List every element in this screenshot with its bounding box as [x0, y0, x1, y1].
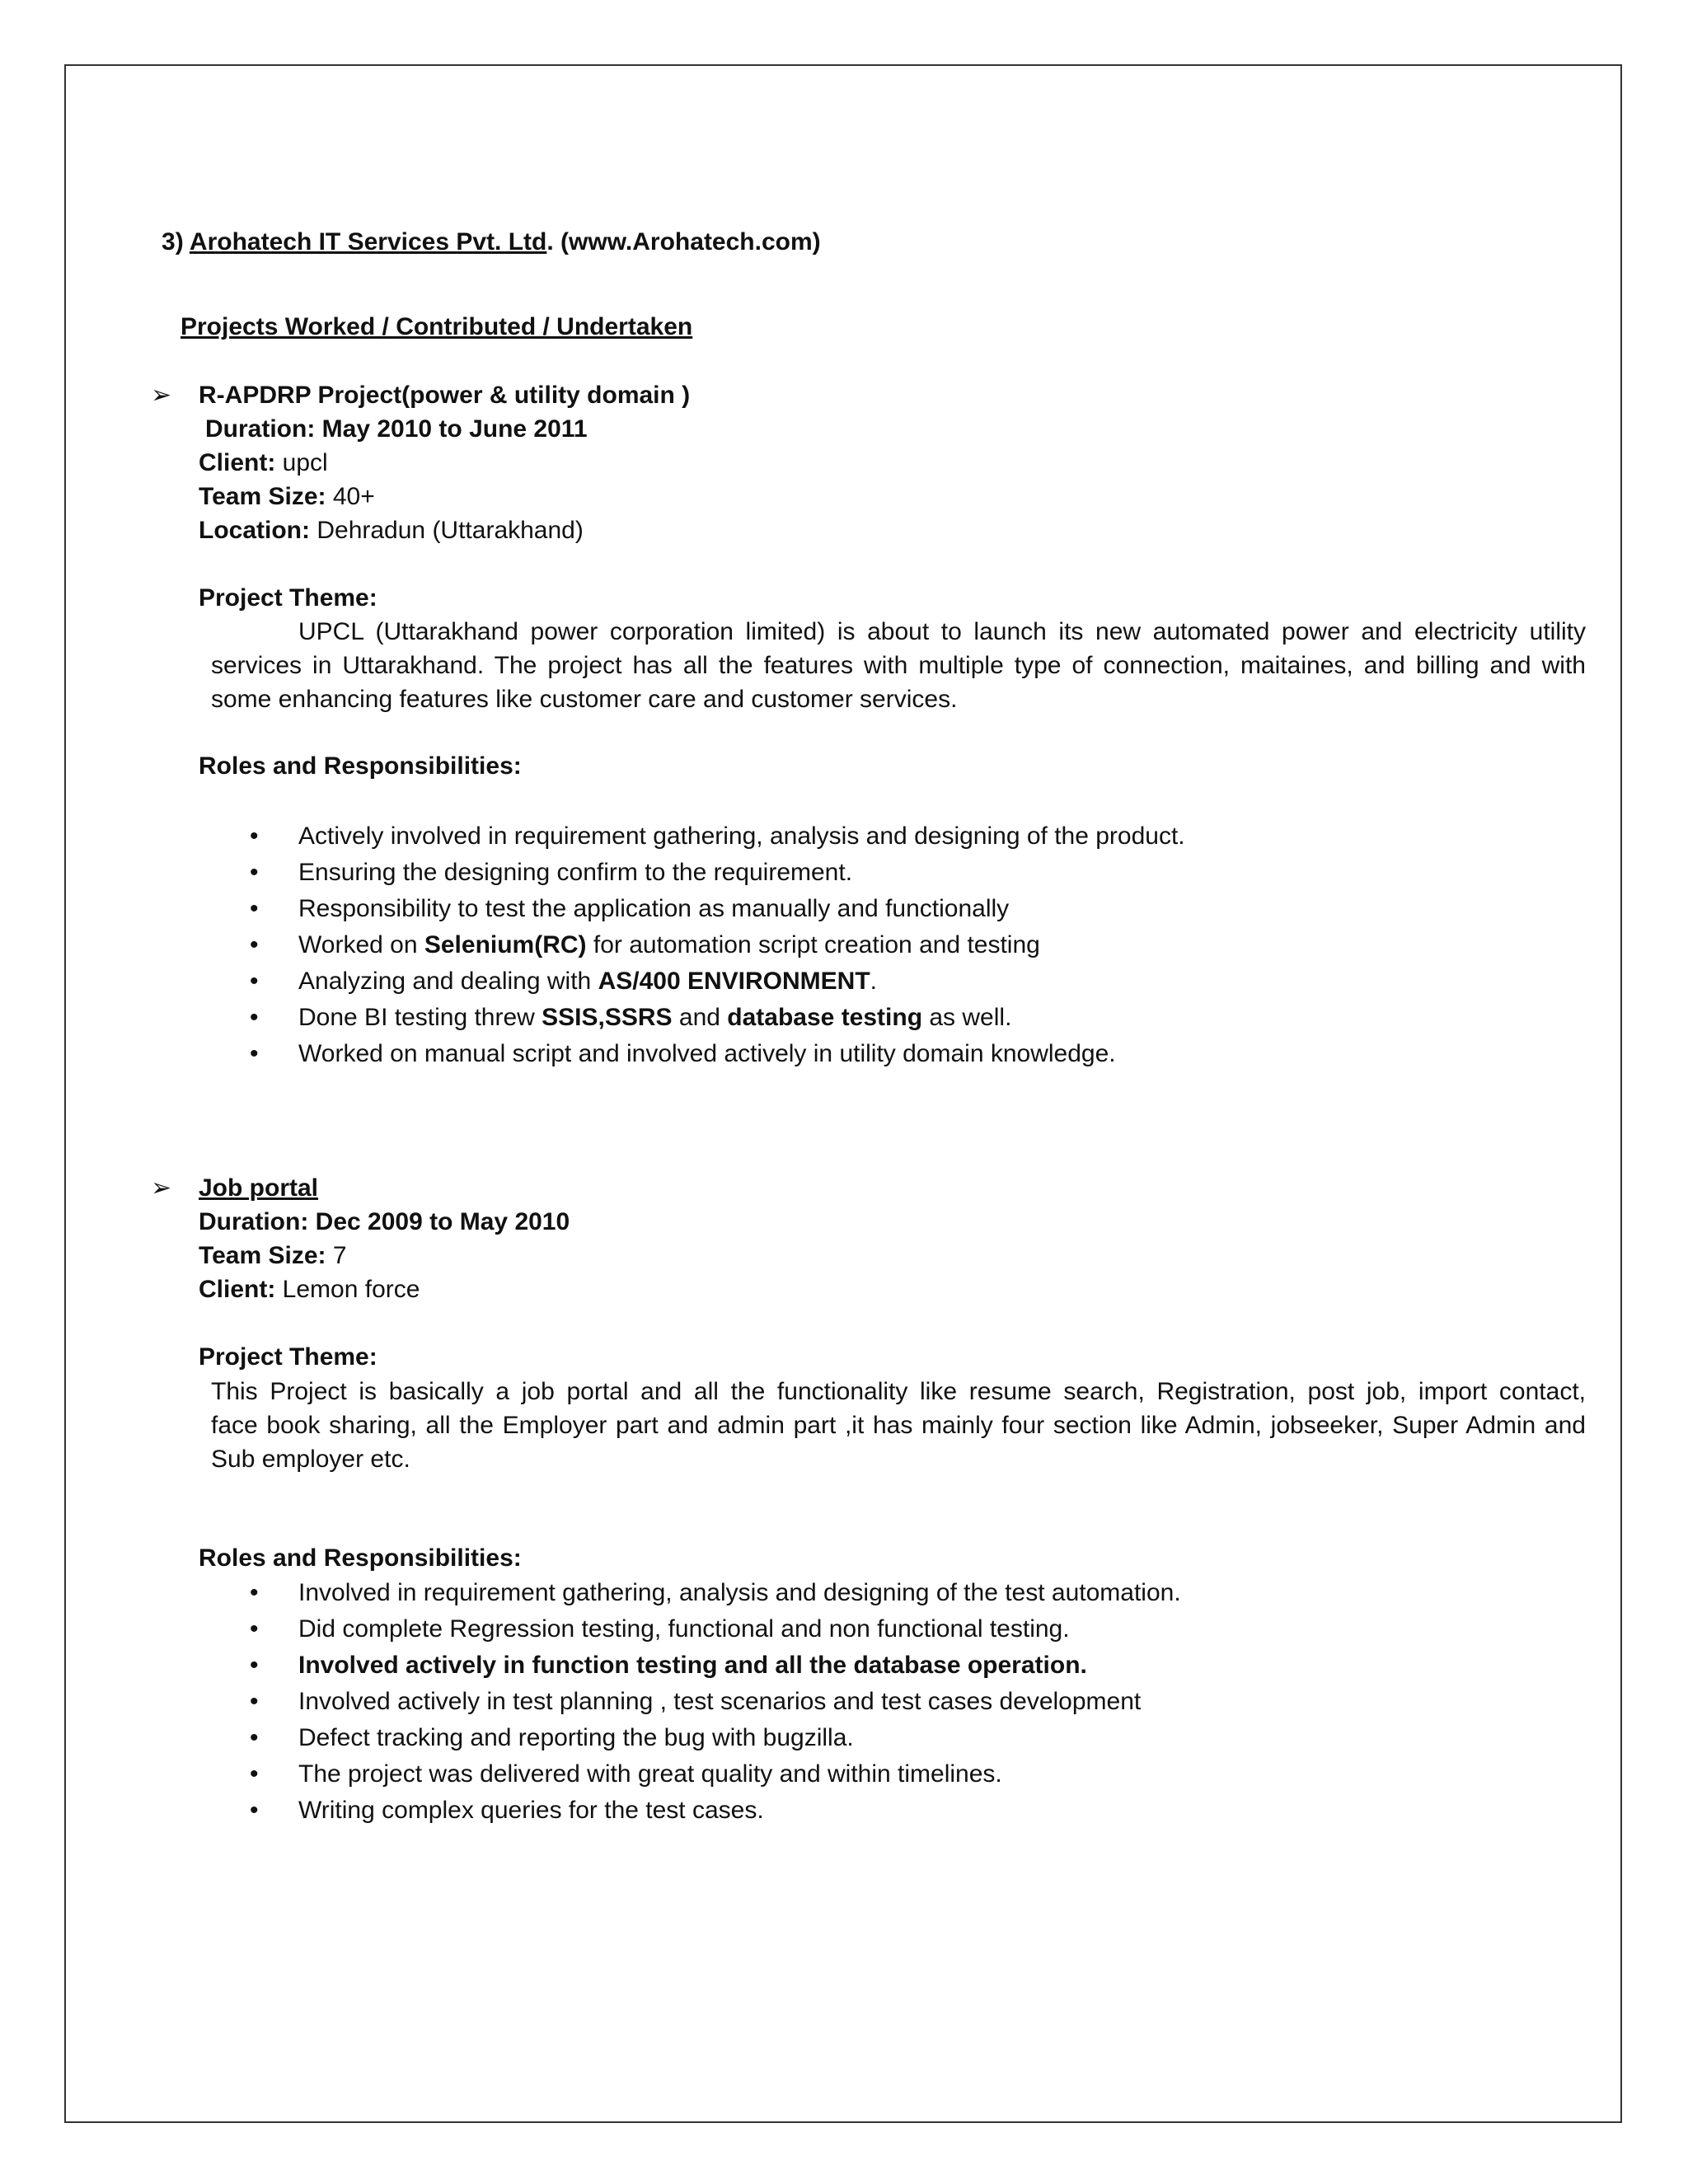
project1-duration: Duration: May 2010 to June 2011: [205, 415, 588, 443]
bullet-icon: •: [250, 1579, 259, 1606]
project2-client: [199, 1273, 420, 1306]
list-item: The project was delivered with great quality and within timelines.: [298, 1760, 1002, 1788]
project1-location: [199, 514, 584, 547]
bullet-icon: •: [250, 823, 259, 850]
project1-client: [199, 447, 328, 480]
project1-team: [199, 480, 375, 513]
bullet-icon: •: [250, 895, 259, 922]
list-item: Analyzing and dealing with AS/400 ENVIRONMENT.: [298, 968, 877, 995]
theme-line: This Project is basically a job portal and all the functionality like resume search, Registration, post job, import contact,: [211, 1378, 1586, 1405]
list-item: Involved in requirement gathering, analysis and designing of the test automation.: [298, 1579, 1181, 1606]
list-item: Worked on Selenium(RC) for automation script creation and testing: [298, 931, 1040, 958]
theme-line: services in Uttarakhand. The project has all the features with multiple type of connection, maitaines, and billing and with: [211, 652, 1586, 679]
bullet-icon: •: [250, 1797, 259, 1824]
arrow-bullet-icon: ➢: [151, 382, 172, 409]
list-item: Done BI testing threw SSIS,SSRS and database testing as well.: [298, 1004, 1012, 1031]
project2-duration: Duration: Dec 2009 to May 2010: [199, 1208, 570, 1235]
project2-theme-text: [211, 1375, 1586, 1476]
list-item: Involved actively in test planning , test scenarios and test cases development: [298, 1688, 1142, 1715]
list-item: Writing complex queries for the test cases.: [298, 1797, 764, 1824]
client-label: Client:: [199, 449, 276, 476]
project1-theme-text: [211, 615, 1586, 716]
bullet-icon: •: [250, 1760, 259, 1788]
company-heading: 3) Arohatech IT Services Pvt. Ltd. (www.Arohatech.com): [162, 228, 821, 255]
list-item: Defect tracking and reporting the bug with bugzilla.: [298, 1724, 854, 1751]
company-number: 3: [162, 228, 176, 255]
arrow-bullet-icon: ➢: [151, 1174, 172, 1202]
project2-team: [199, 1240, 347, 1272]
team-value: 40+: [332, 483, 375, 510]
list-item: Worked on manual script and involved actively in utility domain knowledge.: [298, 1040, 1116, 1067]
team-label: Team Size:: [199, 1242, 326, 1269]
theme-line: UPCL (Uttarakhand power corporation limited) is about to launch its new automated power and electricity utility: [298, 618, 1586, 645]
bullet-icon: •: [250, 1040, 259, 1067]
theme-line: face book sharing, all the Employer part and admin part ,it has mainly four section like Admin, jobseeker, Super Admin and: [211, 1412, 1586, 1439]
bullet-icon: •: [250, 968, 259, 995]
project2-title: Job portal: [199, 1174, 319, 1202]
bullet-icon: •: [250, 1615, 259, 1643]
project1-theme-label: Project Theme:: [199, 584, 377, 612]
team-value: 7: [332, 1242, 347, 1269]
client-value: upcl: [282, 449, 328, 476]
list-item: Did complete Regression testing, functional and non functional testing.: [298, 1615, 1070, 1643]
project2-theme-label: Project Theme:: [199, 1343, 377, 1371]
section-title: Projects Worked / Contributed / Undertaken: [181, 313, 693, 340]
list-item: Actively involved in requirement gathering, analysis and designing of the product.: [298, 823, 1185, 850]
bullet-icon: •: [250, 1004, 259, 1031]
location-value: Dehradun (Uttarakhand): [316, 517, 584, 544]
theme-line: some enhancing features like customer care and customer services.: [211, 686, 958, 713]
client-value: Lemon force: [282, 1276, 420, 1303]
company-name: Arohatech IT Services Pvt. Ltd: [189, 228, 547, 255]
bullet-icon: •: [250, 931, 259, 958]
team-label: Team Size:: [199, 483, 326, 510]
list-item: Ensuring the designing confirm to the requirement.: [298, 859, 853, 886]
bullet-icon: •: [250, 859, 259, 886]
bullet-icon: •: [250, 1688, 259, 1715]
client-label: Client:: [199, 1276, 276, 1303]
project1-title: R-APDRP Project(power & utility domain ): [199, 382, 691, 409]
project1-roles-label: Roles and Responsibilities:: [199, 752, 522, 780]
company-website: (www.Arohatech.com): [560, 228, 821, 255]
bullet-icon: •: [250, 1724, 259, 1751]
list-item: Involved actively in function testing and all the database operation.: [298, 1652, 1087, 1679]
list-item: Responsibility to test the application as manually and functionally: [298, 895, 1010, 922]
project2-roles-label: Roles and Responsibilities:: [199, 1544, 522, 1572]
bullet-icon: •: [250, 1652, 259, 1679]
location-label: Location:: [199, 517, 310, 544]
theme-line: Sub employer etc.: [211, 1446, 410, 1473]
